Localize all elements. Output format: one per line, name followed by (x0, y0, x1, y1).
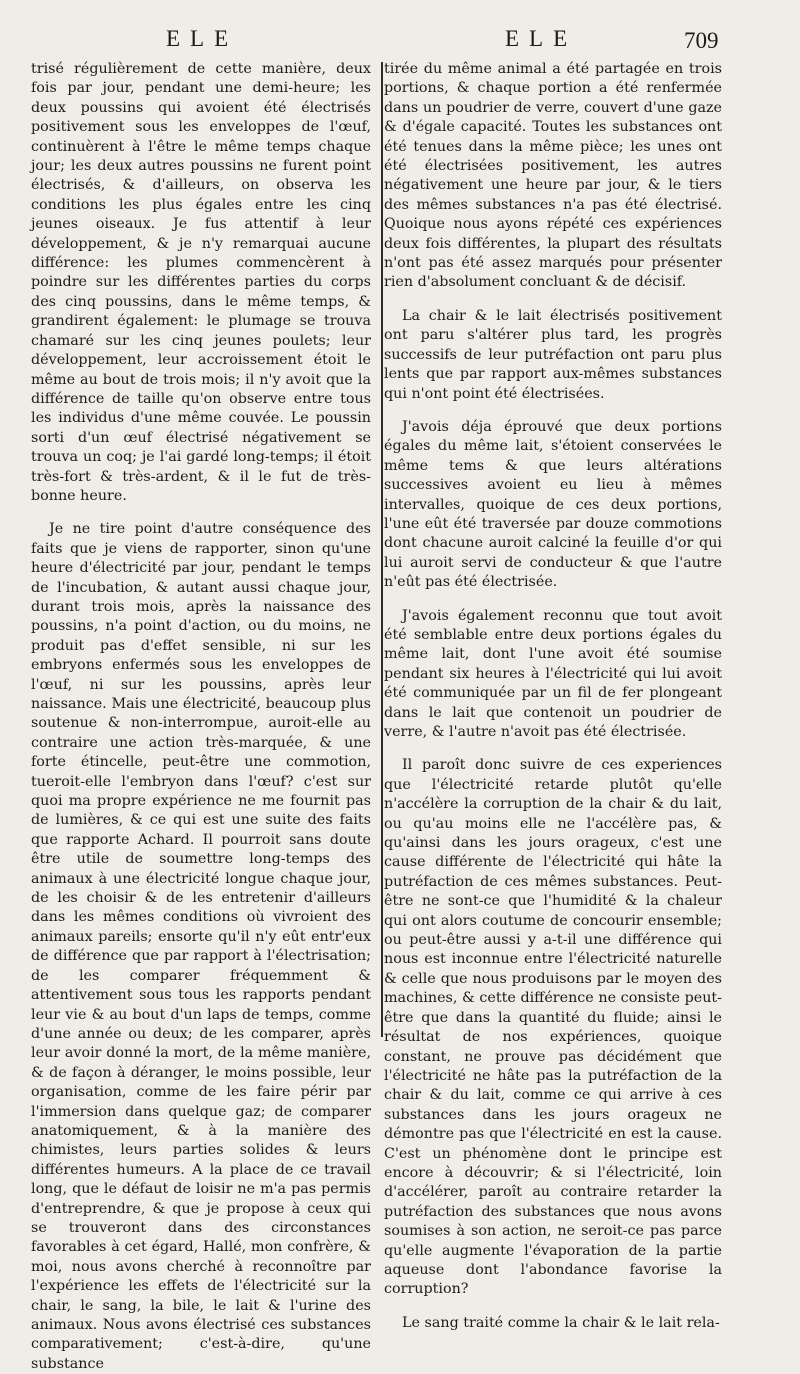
running-head-left: ELE (166, 26, 239, 51)
left-column (31, 60, 371, 1374)
paragraph: tirée du même animal a été partagée en trois portions, & chaque portion a été renfermée dans un poudrier de verre, couvert d'une gaze & d'égale capacité. Toutes les substances ont été tenues dans la même pièce; les unes ont été électrisées positivement, les autres négativement une heure par jour, & le tiers des mêmes substances n'a pas été électrisé. Quoique nous ayons répété ces expériences deux fois différentes, la plupart des résultats n'ont pas été assez marqués pour présenter rien d'absolument concluant & de décisif. (384, 61, 722, 291)
paragraph: Je ne tire point d'autre conséquence des faits que je viens de rapporter, sinon qu'une heure d'électricité par jour, pendant le temps de l'incubation, & autant aussi chaque jour, durant trois mois, après la naissance des poussins, n'a point d'action, ou du moins, ne produit pas d'effet sensible, ni sur les embryons enfermés sous les enveloppes de l'œuf, ni sur les poussins, après leur naissance. Mais une électricité, beaucoup plus soutenue & non-interrompue, auroit-elle au contraire une action très-marquée, & une forte étincelle, peut-être une commotion, tueroit-elle l'embryon dans l'œuf? c'est sur quoi ma propre expérience ne me fournit pas de lumières, & ce qui est une suite des faits que rapporte Achard. Il pourroit sans doute être utile de soumettre long-temps des animaux à une électricité longue chaque jour, de les choisir & de les entretenir d'ailleurs dans les mêmes conditions où vivroient des animaux pareils; ensorte qu'il n'y eût entr'eux de différence que par rapport à l'électrisation; de les comparer fréquemment & attentivement sous tous les rapports pendant leur vie & au bout d'un laps de temps, comme d'une année ou deux; de les comparer, après leur avoir donné la mort, de la même manière, & de façon à déranger, le moins possible, leur organisation, comme de les faire périr par l'immersion dans quelque gaz; de comparer anatomiquement, & à la manière des chimistes, leurs parties solides & leurs différentes humeurs. A la place de ce travail long, que le défaut de loisir ne m'a pas permis d'entreprendre, & que je propose à ceux qui se trouveront dans des circonstances favorables à cet égard, Hallé, mon confrère, & moi, nous avons cherché à reconnoître par l'expérience les effets de l'électricité sur la chair, le sang, la bile, le lait & l'urine des animaux. Nous avons électrisé ces substances comparativement; c'est-à-dire, qu'une substance (31, 521, 371, 1372)
paragraph: La chair & le lait électrisés positivement ont paru s'altérer plus tard, les progrès successifs de leur putréfaction ont paru plus lents que par rapport aux-mêmes substances qui n'ont point été électrisées. (384, 307, 722, 402)
running-head-right: ELE (505, 26, 578, 51)
paragraph: J'avois également reconnu que tout avoit été semblable entre deux portions égales du même lait, dont l'une avoit été soumise pendant six heures à l'électricité qui lui avoit été communiquée par un fil de fer plongeant dans le lait que contenoit un poudrier de verre, & l'autre n'avoit pas été électrisée. (384, 607, 722, 740)
column-divider (381, 62, 383, 1037)
paragraph: trisé régulièrement de cette manière, deux fois par jour, pendant une demi-heure; les deux poussins qui avoient été électrisés positivement sous les enveloppes de l'œuf, continuèrent à l'être le même temps chaque jour; les deux autres poussins ne furent point électrisés, & d'ailleurs, on observa les conditions les plus égales entre les cinq jeunes oiseaux. Je fus attentif à leur développement, & je n'y remarquai aucune différence: les plumes commencèrent à poindre sur les différentes parties du corps des cinq poussins, dans le même temps, & grandirent également: le plumage se trouva chamaré sur les cinq jeunes poulets; leur développement, leur accroissement étoit le même au bout de trois mois; il n'y avoit que la différence de taille qu'on observe entre tous les individus d'une même couvée. Le poussin sorti d'un œuf électrisé négativement se trouva un coq; je l'ai gardé long-temps; il étoit très-fort & très-ardent, & il le fut de très-bonne heure. (31, 61, 371, 504)
paragraph: J'avois déja éprouvé que deux portions égales du même lait, s'étoient conservées le même tems & que leurs altérations successives avoient eu lieu à mêmes intervalles, quoique de ces deux portions, l'une eût été traversée par douze commotions dont chacune auroit calciné la feuille d'or qui lui auroit servi de conducteur & que l'autre n'eût pas été électrisée. (384, 418, 722, 591)
page-number: 709 (684, 28, 719, 53)
right-column (384, 60, 722, 1333)
paragraph: Il paroît donc suivre de ces experiences que l'électricité retarde plutôt qu'elle n'accélère la corruption de la chair & du lait, ou qu'au moins elle ne l'accélère pas, & qu'ainsi dans les jours orageux, c'est une cause différente de l'électricité qui hâte la putréfaction de ces mêmes substances. Peut-être ne sont-ce que l'humidité & la chaleur qui ont alors coutume de concourir ensemble; ou peut-être aussi y a-t-il une différence qui nous est inconnue entre l'électricité naturelle & celle que nous produisons par le moyen des machines, & cette différence ne consiste peut-être que dans la quantité du fluide; ainsi le résultat de nos expériences, quoique constant, ne prouve pas décidément que l'électricité ne hâte pas la putréfaction de la chair & du lait, comme ce qui arrive à ces substances dans les jours orageux ne démontre pas que l'électricité en est la cause. C'est un phénomène dont le principe est encore à découvrir; & si l'électricité, loin d'accélérer, paroît au contraire retarder la putréfaction des substances que nous avons soumises à son action, ne seroit-ce pas parce qu'elle augmente l'évaporation de la partie aqueuse dont l'abondance favorise la corruption? (384, 757, 722, 1298)
paragraph: Le sang traité comme la chair & le lait rela- (402, 1314, 720, 1331)
